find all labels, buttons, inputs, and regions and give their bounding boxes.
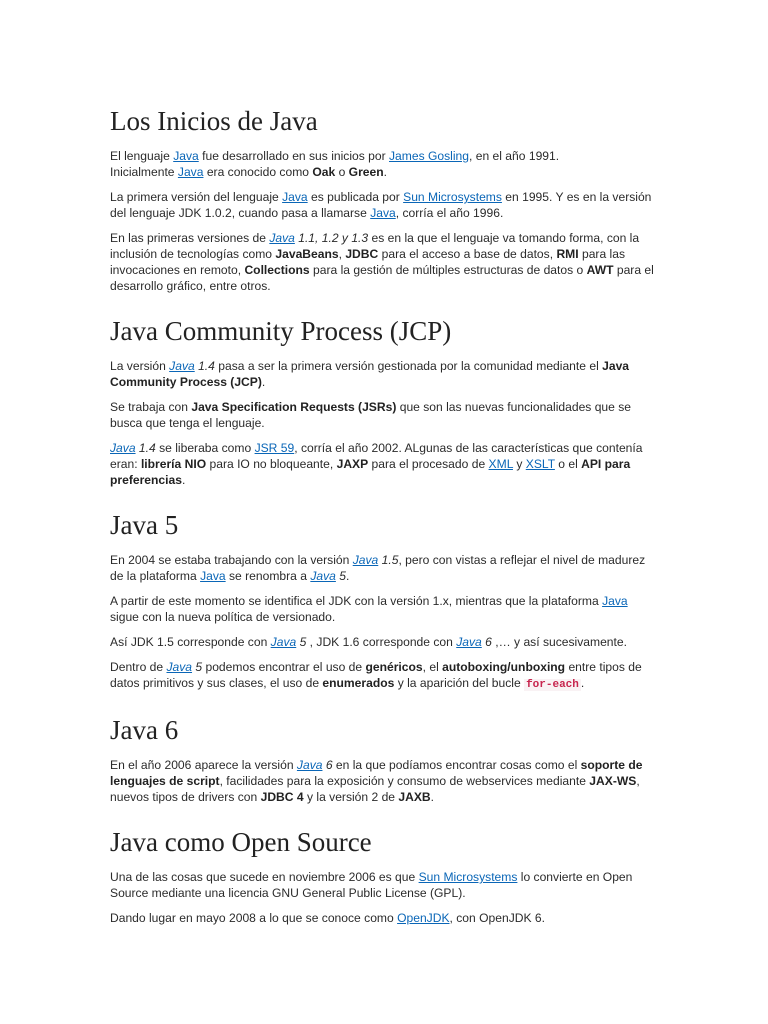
section-los-inicios — [110, 104, 658, 294]
text: lo convierte en Open Source mediante una licencia GNU General Public License (GPL). — [110, 870, 633, 900]
link-java[interactable]: Java — [110, 441, 136, 455]
paragraph-jsrs — [110, 399, 658, 431]
text: , en el año 1991. — [469, 149, 560, 163]
text: , facilidades para la exposición y consumo de webservices mediante — [219, 774, 590, 788]
text: , nuevos tipos de drivers con — [110, 774, 640, 804]
paragraph-origen — [110, 148, 658, 180]
text: Se trabaja con — [110, 400, 192, 414]
italic-version: 6 — [481, 635, 492, 649]
text: pasa a ser la primera versión gestionada por la comunidad mediante el — [214, 359, 603, 373]
text: , corría el año 1996. — [395, 206, 504, 220]
text: en la que podíamos encontrar cosas como el — [332, 758, 581, 772]
paragraph-java5-features — [110, 659, 658, 693]
text: fue desarrollado en sus inicios por — [198, 149, 389, 163]
italic-version: 1.5 — [378, 553, 399, 567]
paragraph-primeras-versiones — [110, 230, 658, 294]
section-java-5 — [110, 508, 658, 693]
text: para el desarrollo gráfico, entre otros. — [110, 263, 654, 293]
link-java[interactable]: Java — [166, 660, 193, 674]
bold-green: Green — [348, 165, 384, 179]
link-java[interactable]: Java — [270, 635, 297, 649]
italic-versions: 1.1, 1.2 y 1.3 — [294, 231, 369, 245]
section-open-source — [110, 825, 658, 926]
bold-javabeans: JavaBeans — [275, 247, 339, 261]
link-openjdk[interactable]: OpenJDK — [397, 911, 450, 925]
text: Dando lugar en mayo 2008 a lo que se conoce como — [110, 911, 398, 925]
heading-los-inicios: Los Inicios de Java — [110, 106, 318, 136]
link-java[interactable]: Java — [310, 569, 336, 583]
text: entre tipos de datos primitivos y sus clases, el uso de — [110, 660, 642, 690]
text: La versión — [110, 359, 170, 373]
text: A partir de este momento se identifica el JDK con la versión 1.x, mientras que la plataforma — [110, 594, 603, 608]
heading-jcp: Java Community Process (JCP) — [110, 316, 452, 346]
paragraph-versionado — [110, 593, 658, 625]
text: y la versión 2 de — [303, 790, 399, 804]
link-java[interactable]: Java — [456, 635, 482, 649]
text: . — [181, 473, 186, 487]
bold-libreria-nio: librería NIO — [140, 457, 207, 471]
text: En 2004 se estaba trabajando con la versión — [110, 553, 353, 567]
italic-version: 5 — [296, 635, 307, 649]
text: para IO no bloqueante, — [206, 457, 337, 471]
article — [110, 104, 658, 935]
text: para el procesado de — [368, 457, 489, 471]
section-jcp — [110, 314, 658, 488]
bold-jaxp: JAXP — [336, 457, 369, 471]
bold-jdbc: JDBC — [345, 247, 379, 261]
paragraph-java6-features — [110, 757, 658, 805]
paragraph-renombra — [110, 552, 658, 584]
bold-api-preferencias: API para preferencias — [110, 457, 631, 487]
bold-jcp: Java Community Process (JCP) — [110, 359, 630, 389]
text: En el año 2006 aparece la versión — [110, 758, 297, 772]
link-java[interactable]: Java — [370, 206, 396, 220]
text: para la gestión de múltiples estructuras de datos o — [309, 263, 587, 277]
paragraph-openjdk — [110, 910, 658, 926]
bold-enumerados: enumerados — [322, 676, 395, 690]
section-java-6 — [110, 713, 658, 805]
bold-rmi: RMI — [556, 247, 579, 261]
text: Una de las cosas que sucede en noviembre 2006 es que — [110, 870, 419, 884]
text: en 1995. Y es en la versión del lenguaje JDK 1.0.2, cuando pasa a llamarse — [110, 190, 652, 220]
text: o el — [554, 457, 582, 471]
heading-java-6: Java 6 — [110, 715, 179, 745]
text: o — [335, 165, 349, 179]
text: era conocido como — [203, 165, 313, 179]
link-jsr-59[interactable]: JSR 59 — [254, 441, 295, 455]
paragraph-jcp-version — [110, 358, 658, 390]
bold-awt: AWT — [586, 263, 614, 277]
link-xml[interactable]: XML — [488, 457, 513, 471]
bold-oak: Oak — [312, 165, 336, 179]
text: El lenguaje — [110, 149, 174, 163]
text: En las primeras versiones de — [110, 231, 270, 245]
paragraph-gpl — [110, 869, 658, 901]
text: , corría el año 2002. ALgunas de las características que contenía eran: — [110, 441, 643, 471]
text: . — [580, 676, 585, 690]
text: . — [430, 790, 435, 804]
heading-open-source: Java como Open Source — [110, 827, 372, 857]
link-java[interactable]: Java — [352, 553, 379, 567]
bold-collections: Collections — [244, 263, 310, 277]
link-java[interactable]: Java — [177, 165, 204, 179]
heading-java-5: Java 5 — [110, 510, 179, 540]
link-sun-microsystems[interactable]: Sun Microsystems — [418, 870, 518, 884]
bold-jdbc-4: JDBC 4 — [260, 790, 304, 804]
text: , — [338, 247, 346, 261]
link-java[interactable]: Java — [602, 594, 628, 608]
text: ,… y así sucesivamente. — [491, 635, 627, 649]
link-java[interactable]: Java — [282, 190, 308, 204]
text: y — [512, 457, 526, 471]
text: , con OpenJDK 6. — [449, 911, 545, 925]
bold-autoboxing: autoboxing/unboxing — [442, 660, 566, 674]
bold-soporte-script: soporte de lenguajes de script — [110, 758, 643, 788]
text: se renombra a — [225, 569, 311, 583]
link-java[interactable]: Java — [169, 359, 195, 373]
text: que son las nuevas funcionalidades que se busca que tenga el lenguaje. — [110, 400, 632, 430]
italic-version: 5 — [192, 660, 203, 674]
link-james-gosling[interactable]: James Gosling — [389, 149, 469, 163]
text: es publicada por — [307, 190, 404, 204]
text: La primera versión del lenguaje — [110, 190, 283, 204]
bold-jsrs: Java Specification Requests (JSRs) — [191, 400, 397, 414]
text: , el — [422, 660, 443, 674]
link-java[interactable]: Java — [296, 758, 323, 772]
link-java[interactable]: Java — [200, 569, 226, 583]
italic-version: 1.4 — [194, 359, 215, 373]
italic-version: 1.4 — [135, 441, 156, 455]
italic-version: 5 — [335, 569, 346, 583]
text: y la aparición del bucle — [394, 676, 525, 690]
text: es en la que el lenguaje va tomando forma, con la inclusión de tecnologías como — [110, 231, 640, 261]
bold-genericos: genéricos — [365, 660, 423, 674]
text: , pero con vistas a reflejar el nivel de madurez de la plataforma — [110, 553, 646, 583]
text: Dentro de — [110, 660, 167, 674]
paragraph-primera-version — [110, 189, 658, 221]
text: Inicialmente — [110, 165, 178, 179]
text: podemos encontrar el uso de — [202, 660, 366, 674]
paragraph-correspondencia — [110, 634, 658, 650]
text: para el acceso a base de datos, — [378, 247, 557, 261]
text: para las invocaciones en remoto, — [110, 247, 625, 277]
italic-version: 6 — [322, 758, 333, 772]
bold-jaxb: JAXB — [398, 790, 431, 804]
link-sun-microsystems[interactable]: Sun Microsystems — [403, 190, 502, 204]
text: , JDK 1.6 corresponde con — [306, 635, 457, 649]
link-java[interactable]: Java — [173, 149, 199, 163]
bold-jax-ws: JAX-WS — [589, 774, 637, 788]
link-xslt[interactable]: XSLT — [525, 457, 555, 471]
text: sigue con la nueva política de versionado. — [110, 610, 336, 624]
text: Así JDK 1.5 corresponde con — [110, 635, 271, 649]
link-java[interactable]: Java — [269, 231, 295, 245]
code-for-each: for-each — [526, 679, 579, 691]
text: . — [383, 165, 387, 179]
text: . — [261, 375, 266, 389]
text: se liberaba como — [155, 441, 255, 455]
paragraph-jsr59 — [110, 440, 658, 488]
text: . — [345, 569, 350, 583]
